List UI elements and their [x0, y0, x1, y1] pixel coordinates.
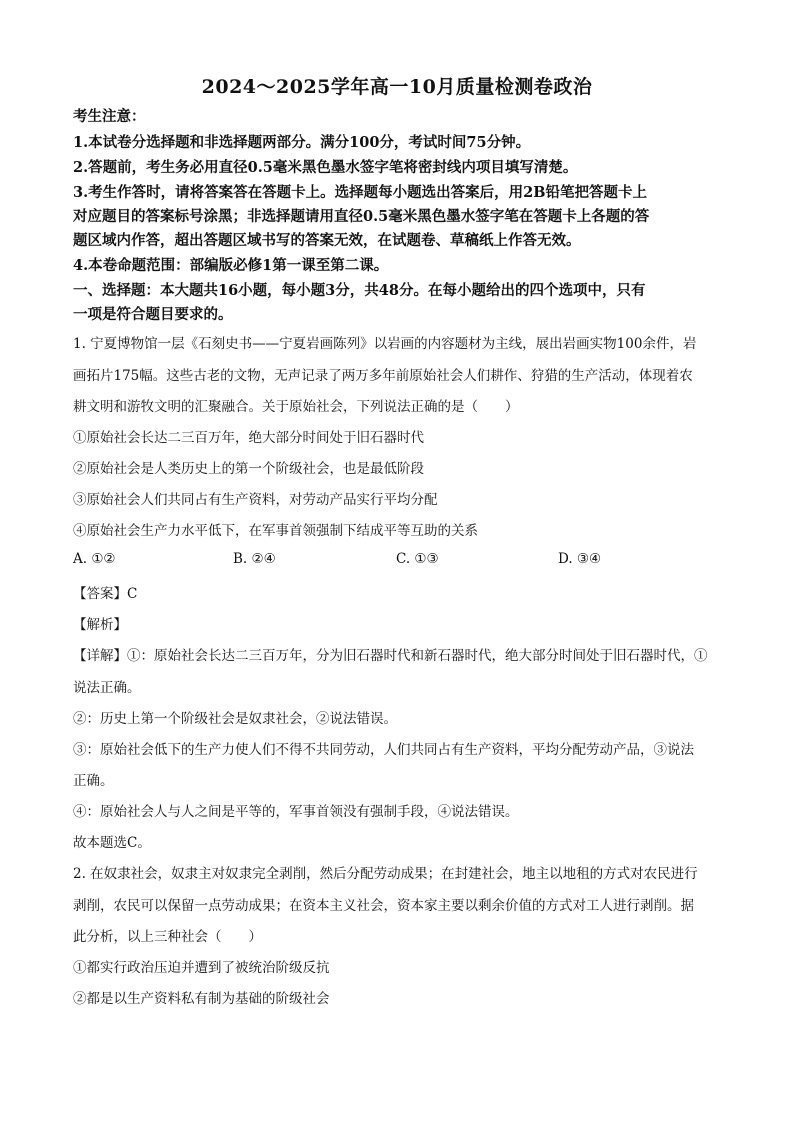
question-1-stem: 画拓片175幅。这些古老的文物，无声记录了两万多年前原始社会人们耕作、狩猎的生产活动，体现着农: [73, 368, 693, 384]
notice-line: 对应题目的答案标号涂黑；非选择题请用直径0.5毫米黑色墨水签字笔在答题卡上各题的答: [73, 208, 650, 225]
question-1-stem: 1. 宁夏博物馆一层《石刻史书——宁夏岩画陈列》以岩画的内容题材为主线，展出岩画实物100余件，岩: [73, 336, 697, 352]
detail-line: 说法正确。: [73, 680, 141, 696]
statement-3: ③原始社会人们共同占有生产资料，对劳动产品实行平均分配: [73, 492, 438, 508]
page-title: 2024～2025学年高一10月质量检测卷政治: [201, 76, 593, 98]
detail-line: ③：原始社会低下的生产力使人们不得不共同劳动，人们共同占有生产资料，平均分配劳动产品，③说法: [73, 742, 694, 758]
section-heading: 一、选择题：本大题共16小题，每小题3分，共48分。在每小题给出的四个选项中，只有: [73, 282, 646, 299]
option-d: D. ③④: [558, 551, 602, 567]
detail-line: ④：原始社会人与人之间是平等的，军事首领没有强制手段，④说法错误。: [73, 804, 519, 820]
question-1-stem: 耕文明和游牧文明的汇聚融合。关于原始社会，下列说法正确的是（ ）: [73, 399, 519, 415]
notice-line: 1.本试卷分选择题和非选择题两部分。满分100分，考试时间75分钟。: [73, 134, 531, 151]
answer-line: 【答案】C: [73, 586, 138, 602]
statement-4: ④原始社会生产力水平低下，在军事首领强制下结成平等互助的关系: [73, 523, 478, 539]
option-b: B. ②④: [233, 551, 276, 567]
question-2-stem: 此分析，以上三种社会（ ）: [73, 929, 262, 945]
analysis-label: 【解析】: [73, 617, 127, 633]
answer-options: [73, 551, 733, 571]
detail-line: ②：历史上第一个阶级社会是奴隶社会，②说法错误。: [73, 711, 397, 727]
detail-line: 【详解】①：原始社会长达二三百万年，分为旧石器时代和新石器时代，绝大部分时间处于旧石器时代，①: [73, 648, 708, 664]
question-2-stem: 2. 在奴隶社会，奴隶主对奴隶完全剥削，然后分配劳动成果；在封建社会，地主以地租的方式对农民进行: [73, 866, 698, 882]
section-heading: 一项是符合题目要求的。: [73, 306, 233, 323]
notice-heading: 考生注意：: [73, 108, 146, 125]
statement-2: ②都是以生产资料私有制为基础的阶级社会: [73, 991, 330, 1007]
question-2-stem: 剥削，农民可以保留一点劳动成果；在资本主义社会，资本家主要以剩余价值的方式对工人进行剥削。据: [73, 898, 694, 914]
statement-2: ②原始社会是人类历史上的第一个阶级社会，也是最低阶段: [73, 461, 424, 477]
statement-1: ①原始社会长达二三百万年，绝大部分时间处于旧石器时代: [73, 430, 424, 446]
option-a: A. ①②: [73, 551, 116, 567]
notice-line: 2.答题前，考生务必用直径0.5毫米黑色墨水签字笔将密封线内项目填写清楚。: [73, 159, 578, 176]
detail-line: 故本题选C。: [73, 835, 151, 851]
notice-line: 4.本卷命题范围：部编版必修1第一课至第二课。: [73, 257, 389, 274]
option-c: C. ①③: [396, 551, 439, 567]
detail-line: 正确。: [73, 773, 114, 789]
statement-1: ①都实行政治压迫并遭到了被统治阶级反抗: [73, 960, 330, 976]
notice-line: 题区域内作答，超出答题区域书写的答案无效，在试题卷、草稿纸上作答无效。: [73, 232, 581, 249]
notice-line: 3.考生作答时，请将答案答在答题卡上。选择题每小题选出答案后，用2B铅笔把答题卡上: [73, 184, 647, 201]
